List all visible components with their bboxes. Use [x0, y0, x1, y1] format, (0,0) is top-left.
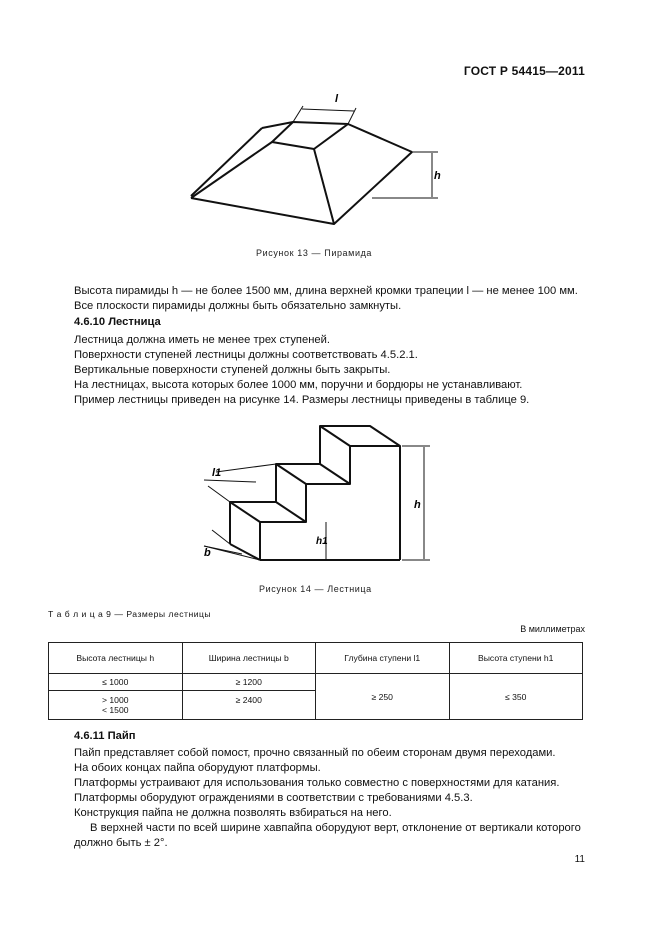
table9-units: В миллиметрах: [520, 624, 585, 634]
figure14-caption: Рисунок 14 — Лестница: [259, 584, 372, 594]
pyramid-h-label: h: [434, 170, 441, 182]
col-header-width: Ширина лестницы b: [182, 643, 316, 674]
pipe-text-line: На обоих концах пайпа оборудуют платформы.: [74, 762, 321, 774]
ladder-l1-label: l1: [212, 467, 222, 479]
pipe-text-line: Платформы оборудуют ограждениями в соответствии с требованиями 4.5.3.: [74, 792, 473, 804]
pyramid-planes-text: Все плоскости пирамиды должны быть обязательно замкнуты.: [74, 300, 402, 312]
table-header-row: [49, 643, 583, 674]
figure13-caption: Рисунок 13 — Пирамида: [256, 248, 373, 258]
ladder-h1-label: h1: [316, 536, 328, 547]
ladder-text-line: Поверхности ступеней лестницы должны соответствовать 4.5.2.1.: [74, 349, 418, 361]
ladder-h-label: h: [414, 499, 421, 511]
pyramid-figure: [180, 88, 450, 238]
page-number: 11: [574, 854, 585, 865]
ladder-figure: [190, 420, 450, 570]
col-header-depth: Глубина ступени l1: [316, 643, 450, 674]
section-4-6-10-heading: 4.6.10 Лестница: [74, 316, 161, 328]
pipe-text-line: В верхней части по всей ширине хавпайпа оборудуют верт, отклонение от вертикали которого: [90, 822, 581, 834]
ladder-b-label: b: [204, 547, 211, 559]
cell-step-height: ≤ 350: [449, 674, 583, 720]
pipe-text-line: Пайп представляет собой помост, прочно связанный по обеим сторонам двумя переходами.: [74, 747, 556, 759]
cell-width: ≥ 1200: [182, 674, 316, 691]
ladder-text-line: На лестницах, высота которых более 1000 мм, поручни и бордюры не устанавливают.: [74, 379, 523, 391]
pyramid-l-label: l: [335, 93, 339, 105]
ladder-dimensions-table: [48, 642, 583, 720]
pyramid-height-text: Высота пирамиды h — не более 1500 мм, длина верхней кромки трапеции l — не менее 100 мм.: [74, 285, 578, 297]
pipe-text-line: Платформы устраивают для использования только совместно с поверхностями для катания.: [74, 777, 560, 789]
table-row: [49, 674, 583, 691]
col-header-step-height: Высота ступени h1: [449, 643, 583, 674]
cell-height-line: > 1000: [101, 695, 129, 706]
cell-height: ≤ 1000: [49, 674, 183, 691]
cell-depth: ≥ 250: [316, 674, 450, 720]
table9-caption: Т а б л и ц а 9 — Размеры лестницы: [48, 609, 212, 619]
ladder-text-line: Лестница должна иметь не менее трех ступеней.: [74, 334, 330, 346]
pipe-text-line: Конструкция пайпа не должна позволять взбираться на него.: [74, 807, 392, 819]
cell-height-line: < 1500: [101, 705, 129, 716]
cell-height: [49, 691, 183, 720]
ladder-text-line: Пример лестницы приведен на рисунке 14. Размеры лестницы приведены в таблице 9.: [74, 394, 530, 406]
ladder-text-line: Вертикальные поверхности ступеней должны быть закрыты.: [74, 364, 391, 376]
section-4-6-11-heading: 4.6.11 Пайп: [74, 730, 136, 742]
cell-width: ≥ 2400: [182, 691, 316, 720]
pipe-text-line: должно быть ± 2°.: [74, 837, 168, 849]
col-header-height: Высота лестницы h: [49, 643, 183, 674]
document-header: ГОСТ Р 54415—2011: [463, 64, 585, 78]
